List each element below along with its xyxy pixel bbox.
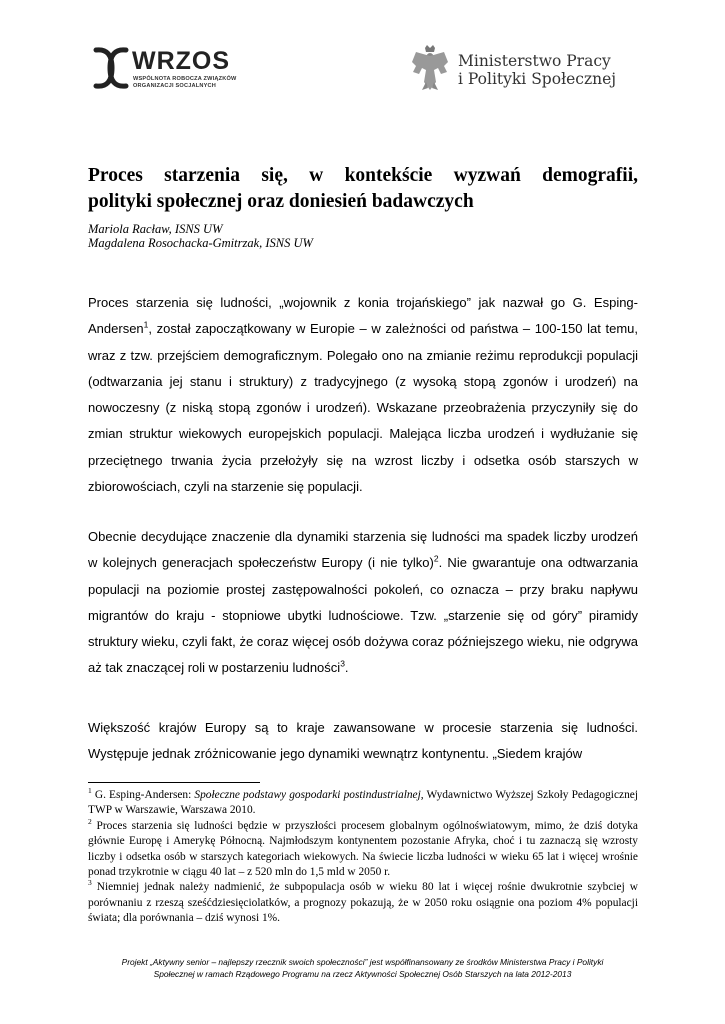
wrzos-mark-icon bbox=[92, 46, 130, 90]
wrzos-logo bbox=[92, 46, 242, 94]
footnote-2: $^2$ Proces starzenia się ludności będzie w przyszłości procesem globalnym ogólnoświatowym, mimo, że dziś dotyka głównie Europę i Amerykę Północną. Najmłodszym kontynentem pozostanie Afryka, choć i tu zaznaczą się wzrosty liczby i odsetka osób w starszych kategoriach wiekowych. Na świecie liczba ludności w wieku 65 lat i więcej wrośnie ponad trzykrotnie w ciągu 40 lat – z 520 mln do 1,5 mld w 2050 r. bbox=[88, 817, 638, 879]
footnote-ref-3[interactable]: 3 bbox=[340, 659, 345, 670]
footer-line-1: Projekt „Aktywny senior – najlepszy rzecznik swoich społeczności” jest współfinansowany ze środków Ministerstwa Pracy i Polityki bbox=[121, 957, 604, 967]
author-2: Magdalena Rosochacka-Gmitrzak, ISNS UW bbox=[88, 236, 313, 250]
footnote-1: $^1$ G. Esping-Andersen: Społeczne podstawy gospodarki postindustrialnej, Wydawnictwo Wyższej Szkoły Pedagogicznej TWP w Warszawie, Warszawa 2010. bbox=[88, 786, 638, 817]
footnote-3: $^3$ Niemniej jednak należy nadmienić, że subpopulacja osób w wieku 80 lat i więcej rośnie dwukrotnie szybciej w porównaniu z rzeszą sześćdziesięciolatków, a prognozy pokazują, że w 2050 roku osiągnie ona poziom 4% populacji świata; dla porównania – dziś wynosi 1%. bbox=[88, 878, 638, 925]
footnote-ref-1[interactable]: 1 bbox=[143, 319, 149, 330]
wrzos-name: WRZOS bbox=[132, 47, 231, 75]
wrzos-subtitle: WSPÓLNOTA ROBOCZA ZWIĄZKÓW ORGANIZACJI SOCJALNYCH bbox=[133, 76, 237, 89]
footer-line-2: Społecznej w ramach Rządowego Programu na rzecz Aktywności Społecznej Osób Starszych na lata 2012-2013 bbox=[153, 969, 572, 979]
ministry-name-line1: Ministerstwo Pracy bbox=[458, 52, 611, 70]
ministry-name-line2: i Polityki Społecznej bbox=[458, 70, 617, 88]
polish-eagle-icon bbox=[410, 44, 450, 94]
ministry-logo bbox=[410, 44, 635, 96]
paragraph-2: Obecnie decydujące znaczenie dla dynamiki starzenia się ludności ma spadek liczby urodzeń w kolejnych generacjach społeczeństw Europy (i nie tylko)$^2$. Nie gwarantuje ona odtwarzania populacji na poziomie prostej zastępowalności pokoleń, co oznacza – przy braku napływu migrantów do kraju - stopniowe ubytki ludnościowe. Tzw. „starzenie się od góry” piramidy struktury wieku, czyli fakt, że coraz więcej osób dożywa coraz późniejszego wieku, nie odgrywa aż tak znaczącej roli w postarzeniu ludności$^3$. bbox=[88, 529, 639, 676]
article-title: Proces starzenia się, w kontekście wyzwań demografii, polityki społecznej oraz doniesień badawczych bbox=[88, 165, 638, 212]
footnotes bbox=[88, 788, 638, 927]
page-footer bbox=[70, 956, 655, 980]
author-1: Mariola Racław, ISNS UW bbox=[88, 222, 223, 236]
footnote-ref-2[interactable]: 2 bbox=[433, 553, 439, 564]
paragraph-1: Proces starzenia się ludności, „wojownik z konia trojańskiego” jak nazwał go G. Esping-Andersen$^1$, został zapoczątkowany w Europie – w zależności od państwa – 100-150 lat temu, wraz z tzw. przejściem demograficznym. Polegało ono na zmianie reżimu reprodukcji populacji (odtwarzania jej stanu i struktury) z tradycyjnego (z wysoką stopą zgonów i urodzeń) na nowoczesny (z niską stopą zgonów i urodzeń). Wskazane przeobrażenia przyczyniły się do zmian struktur wiekowych europejskich populacji. Malejąca liczba urodzeń i wydłużanie się przeciętnego trwania życia przełożyły się na wzrost liczby i odsetka osób starszych w zbiorowościach, czyli na starzenie się populacji. bbox=[88, 295, 638, 495]
footnote-separator bbox=[88, 782, 260, 783]
authors bbox=[88, 222, 313, 250]
paragraph-3: Większość krajów Europy są to kraje zawansowane w procesie starzenia się ludności. Występuje jednak zróżnicowanie jego dynamiki wewnątrz kontynentu. „Siedem krajów bbox=[88, 720, 638, 762]
